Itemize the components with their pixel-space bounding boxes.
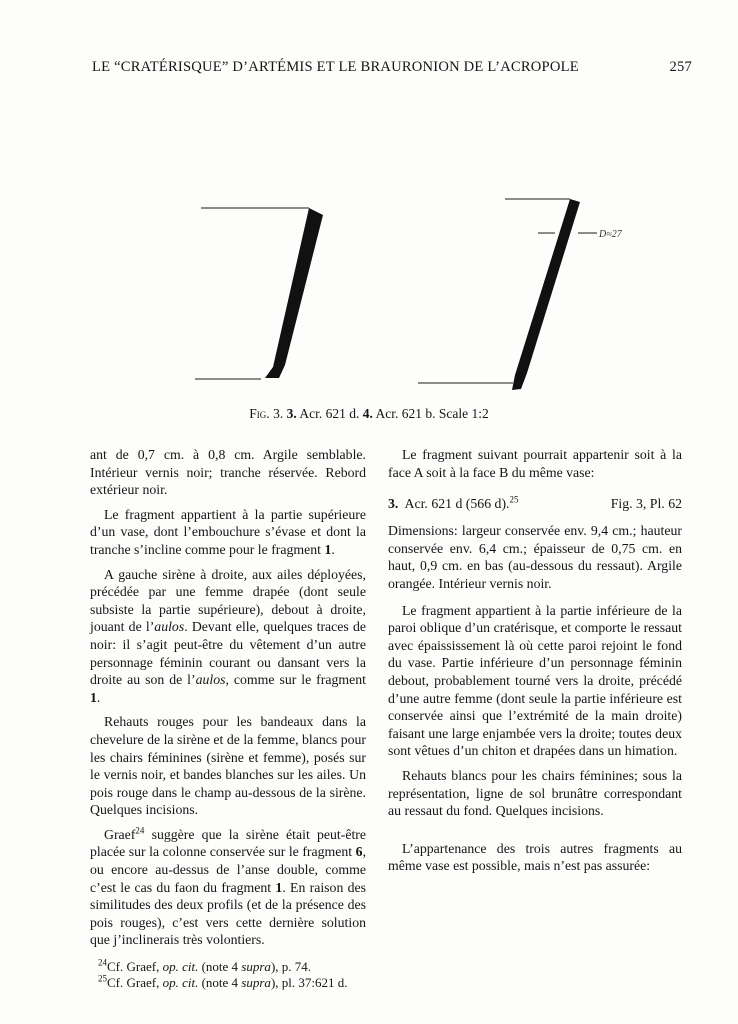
catalogue-entry-heading	[388, 495, 682, 513]
catalogue-figure-ref: Fig. 3, Pl. 62	[610, 496, 682, 512]
right-paragraph-1: Le fragment suivant pourrait appartenir soit à la face A soit à la face B du même vase:	[388, 447, 682, 480]
figure-caption	[0, 406, 738, 422]
left-paragraph-1: ant de 0,7 cm. à 0,8 cm. Argile semblable. Intérieur vernis noir; tranche réservée. Rebord extérieur noir.	[90, 447, 366, 498]
right-paragraph-5: L’appartenance des trois autres fragments au même vase est possible, mais n’est pas assurée:	[388, 840, 682, 874]
page-number: 257	[669, 59, 692, 75]
caption-fig-label: Fig.	[249, 406, 270, 421]
caption-fig-number: 3.	[273, 406, 284, 421]
footnotes	[90, 959, 366, 991]
left-paragraph-5: Graef$^{24}$ suggère que la sirène était peut-être placée sur la colonne conservée sur le fragment 6, ou encore au-dessus de l’anse double, comme c’est le cas du faon du fragment 1. En raison des similitudes des deux profils (et de la présence des pois rouges), c’est vers cette dernière solution que j’inclinerais très volontiers.	[90, 825, 367, 948]
caption-part1-text: Acr. 621 d.	[299, 406, 360, 421]
right-column	[388, 446, 682, 875]
footnote-24: $^{24}$Cf. Graef, op. cit. (note 4 supra), p. 74.	[98, 957, 312, 975]
left-column	[90, 446, 366, 991]
catalogue-number: 3.	[388, 496, 399, 512]
right-paragraph-3: Le fragment appartient à la partie inférieure de la paroi oblique d’un cratérisque, et comporte le ressaut avec épaississement là où cette paroi rejoint le fond du vase. Partie inférieure d’un personnage féminin debout, probablement tourné vers la droite, précédé d’une autre femme (dont seule la partie inférieure est conservée ainsi que l’extrémité de la main droite) faisant une large enjambée vers la droite; toutes deux sont vêtues d’un chiton et drapées dans un himation.	[388, 602, 682, 759]
right-dimensions-paragraph: Dimensions: largeur conservée env. 9,4 cm.; hauteur conservée env. 6,4 cm.; épaisseur de 0,75 cm. en haut, 0,9 cm. en bas (au-dessous du ressaut). Argile orangée. Intérieur vernis noir.	[388, 523, 682, 591]
diameter-annotation: D≈27	[599, 229, 622, 240]
profile-drawing-4	[418, 199, 623, 390]
profile-drawings	[195, 185, 655, 400]
left-paragraph-2: Le fragment appartient à la partie supérieure d’un vase, dont l’embouchure s’évase et dont la tranche s’incline comme pour le fragment 1.	[90, 506, 366, 557]
running-title: LE “CRATÉRISQUE” D’ARTÉMIS ET LE BRAURONION DE L’ACROPOLE	[92, 59, 579, 75]
right-paragraph-4: Rehauts blancs pour les chairs féminines; sous la représentation, ligne de sol brunâtre correspondant au ressaut du fond. Quelques incisions.	[388, 767, 682, 819]
caption-part1-number: 3.	[286, 406, 297, 421]
caption-part2-text: Acr. 621 b. Scale 1:2	[375, 406, 489, 421]
footnote-25: $^{25}$Cf. Graef, op. cit. (note 4 supra), pl. 37:621 d.	[98, 973, 348, 991]
left-paragraph-3: A gauche sirène à droite, aux ailes déployées, précédée par une femme drapée (dont seule subsiste la partie supérieure), debout à droite, jouant de l’aulos. Devant elle, quelques traces de noir: il s’agit peut-être du vêtement d’un autre personnage féminin courant ou dansant vers la droite au son de l’aulos, comme sur le fragment 1.	[90, 566, 366, 705]
profile-drawing-3	[195, 208, 323, 379]
caption-part2-number: 4.	[362, 406, 373, 421]
catalogue-footnote-ref: 25	[509, 494, 519, 505]
catalogue-title: Acr. 621 d (566 d).	[404, 496, 510, 512]
left-paragraph-4: Rehauts rouges pour les bandeaux dans la chevelure de la sirène et de la femme, blancs pour les chairs féminines (sirène et femme), posés sur le vernis noir, et bandes blanches sur les ailes. Un pois rouge dans le champ au-dessous de la sirène. Quelques incisions.	[90, 714, 366, 818]
